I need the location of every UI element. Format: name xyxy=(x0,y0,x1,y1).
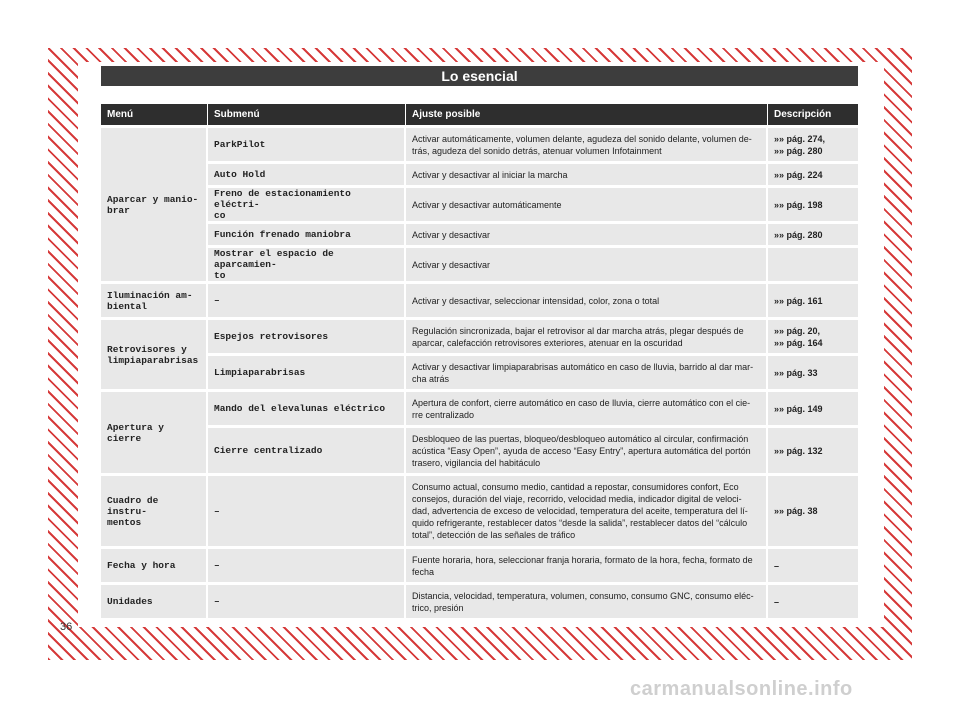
setting-cell: Consumo actual, consumo medio, cantidad a repostar, consumidores confort, Eco consejos, duración del viaje, recorrido, velocidad media, indicador digital de veloci- dad, advertencia de exceso de velocidad, temperatura del aceite, temperatura del lí- quido refrigerante, restablecer datos “desde la salida”, restablecer datos del “cálculo total”, detección de las señales de tráfico xyxy=(406,476,768,546)
menu-cell: Fecha y hora xyxy=(101,549,208,582)
table-row xyxy=(101,549,858,582)
page-title: Lo esencial xyxy=(101,66,858,86)
page-reference-link[interactable]: »» pág. 280 xyxy=(774,145,823,156)
table-row xyxy=(101,428,858,473)
page-reference-cell xyxy=(768,284,858,317)
setting-cell: Activar y desactivar limpiaparabrisas automático en caso de lluvia, barrido al dar mar- cha atrás xyxy=(406,356,768,389)
page-reference-link[interactable]: »» pág. 132 xyxy=(774,445,823,456)
page-reference-cell xyxy=(768,392,858,425)
header-submenu: Submenú xyxy=(208,104,406,125)
table-row xyxy=(101,320,858,353)
submenu-cell: – xyxy=(208,549,406,582)
page-reference-link[interactable]: »» pág. 33 xyxy=(774,367,818,378)
page-reference-cell xyxy=(768,428,858,473)
page-reference-cell xyxy=(768,164,858,185)
setting-cell: Regulación sincronizada, bajar el retrovisor al dar marcha atrás, plegar después de aparcar, calefacción retrovisores exteriores, atenuar en la oscuridad xyxy=(406,320,768,353)
page-number: 36 xyxy=(60,621,73,633)
menu-cell: Apertura y cierre xyxy=(101,392,208,473)
setting-cell: Fuente horaria, hora, seleccionar franja horaria, formato de la hora, fecha, formato de fecha xyxy=(406,549,768,582)
setting-cell: Distancia, velocidad, temperatura, volumen, consumo, consumo GNC, consumo eléc- trico, presión xyxy=(406,585,768,618)
setting-cell: Desbloqueo de las puertas, bloqueo/desbloqueo automático al circular, confirmación acústica “Easy Open”, ayuda de acceso “Easy Entry”, apertura automática del portón trasero, vigilancia del habitáculo xyxy=(406,428,768,473)
setting-cell: Activar y desactivar xyxy=(406,224,768,245)
page-reference-link[interactable]: – xyxy=(774,560,780,571)
watermark: carmanualsonline.info xyxy=(630,678,853,700)
submenu-cell: Limpiaparabrisas xyxy=(208,356,406,389)
table-row xyxy=(101,128,858,161)
table-header-row xyxy=(101,104,858,125)
submenu-cell: Cierre centralizado xyxy=(208,428,406,473)
page-reference-link[interactable]: »» pág. 161 xyxy=(774,295,823,306)
page-reference-link[interactable]: »» pág. 198 xyxy=(774,199,823,210)
submenu-cell: Función frenado maniobra xyxy=(208,224,406,245)
page-reference-link[interactable]: – xyxy=(774,596,780,607)
table-row xyxy=(101,356,858,389)
header-setting: Ajuste posible xyxy=(406,104,768,125)
header-description: Descripción xyxy=(768,104,858,125)
table-row xyxy=(101,188,858,221)
table-row xyxy=(101,164,858,185)
page-reference-cell xyxy=(768,585,858,618)
setting-cell: Activar y desactivar automáticamente xyxy=(406,188,768,221)
page-reference-cell xyxy=(768,188,858,221)
page-reference-cell xyxy=(768,356,858,389)
page-reference-link[interactable]: »» pág. 224 xyxy=(774,169,823,180)
page-reference-link[interactable]: »» pág. 164 xyxy=(774,337,823,348)
page-reference-link[interactable]: »» pág. 20, xyxy=(774,325,821,336)
page-reference-cell xyxy=(768,248,858,281)
menu-cell: Cuadro de instru- mentos xyxy=(101,476,208,546)
table-row xyxy=(101,284,858,317)
menu-cell: Retrovisores y limpiaparabrisas xyxy=(101,320,208,389)
page-reference-link[interactable]: »» pág. 274, xyxy=(774,133,826,144)
table-row xyxy=(101,476,858,546)
table-row xyxy=(101,224,858,245)
page-reference-link[interactable]: »» pág. 38 xyxy=(774,506,818,516)
setting-cell: Activar y desactivar xyxy=(406,248,768,281)
table-row xyxy=(101,585,858,618)
page-reference-link[interactable]: »» pág. 280 xyxy=(774,229,823,240)
header-menu: Menú xyxy=(101,104,208,125)
table-row xyxy=(101,392,858,425)
page-reference-cell xyxy=(768,476,858,546)
submenu-cell: ParkPilot xyxy=(208,128,406,161)
setting-cell: Activar y desactivar al iniciar la marcha xyxy=(406,164,768,185)
menu-cell: Iluminación am- biental xyxy=(101,284,208,317)
page-reference-link[interactable]: »» pág. 149 xyxy=(774,403,823,414)
menu-cell: Aparcar y manio- brar xyxy=(101,128,208,281)
submenu-cell: Mando del elevalunas eléctrico xyxy=(208,392,406,425)
submenu-cell: Auto Hold xyxy=(208,164,406,185)
submenu-cell: Mostrar el espacio de aparcamien- to xyxy=(208,248,406,281)
submenu-cell: Espejos retrovisores xyxy=(208,320,406,353)
setting-cell: Activar y desactivar, seleccionar intensidad, color, zona o total xyxy=(406,284,768,317)
submenu-cell: – xyxy=(208,284,406,317)
submenu-cell: Freno de estacionamiento eléctri- co xyxy=(208,188,406,221)
submenu-cell: – xyxy=(208,585,406,618)
page-reference-cell xyxy=(768,224,858,245)
page-reference-cell xyxy=(768,128,858,161)
setting-cell: Apertura de confort, cierre automático en caso de lluvia, cierre automático con el cie- rre centralizado xyxy=(406,392,768,425)
settings-table xyxy=(101,101,858,621)
table-row xyxy=(101,248,858,281)
page-reference-cell xyxy=(768,549,858,582)
menu-cell: Unidades xyxy=(101,585,208,618)
submenu-cell: – xyxy=(208,476,406,546)
page-reference-cell xyxy=(768,320,858,353)
setting-cell: Activar automáticamente, volumen delante, agudeza del sonido delante, volumen de- trás, agudeza del sonido detrás, atenuar volumen Infotainment xyxy=(406,128,768,161)
